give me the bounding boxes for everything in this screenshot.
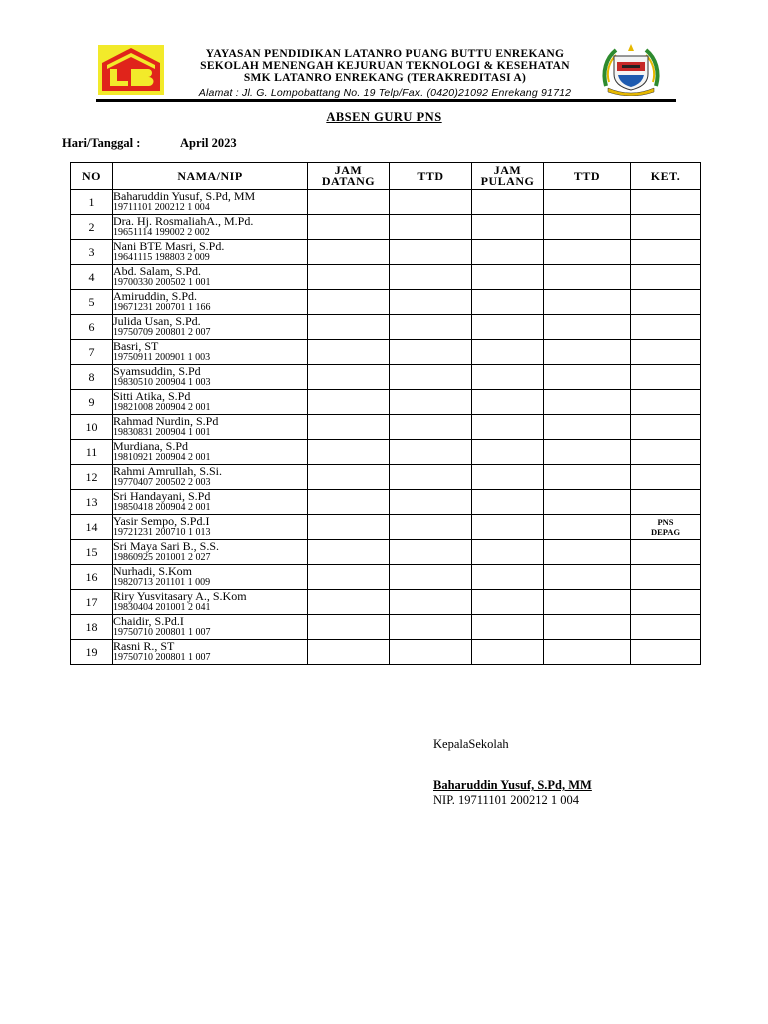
remarks-cell [631,265,701,290]
date-row [62,136,237,151]
arrival-time-cell[interactable] [308,490,390,515]
teacher-name: Rahmi Amrullah, S.Si. [113,464,223,478]
arrival-signature-cell[interactable] [390,615,472,640]
departure-time-cell[interactable] [472,540,544,565]
teacher-nip: 19750709 200801 2 007 [113,327,211,338]
arrival-signature-cell[interactable] [390,215,472,240]
remarks-cell [631,440,701,465]
arrival-time-cell[interactable] [308,640,390,665]
remarks-cell [631,240,701,265]
departure-signature-cell[interactable] [544,590,631,615]
remarks-cell [631,540,701,565]
row-number: 8 [71,365,113,390]
teacher-name: Rahmad Nurdin, S.Pd [113,414,219,428]
teacher-cell [113,190,308,215]
table-row [71,365,701,390]
departure-time-cell[interactable] [472,465,544,490]
school-name: SMK LATANRO ENREKANG (TERAKREDITASI A) [243,72,527,84]
departure-time-cell[interactable] [472,240,544,265]
row-number: 14 [71,515,113,540]
remarks-cell [631,365,701,390]
arrival-signature-cell[interactable] [390,315,472,340]
school-address: Alamat : Jl. G. Lompobattang No. 19 Telp/Fax. (0420)21092 Enrekang 91712 [198,87,572,99]
departure-signature-cell[interactable] [544,515,631,540]
departure-signature-cell[interactable] [544,565,631,590]
row-number: 4 [71,265,113,290]
arrival-signature-cell[interactable] [390,365,472,390]
teacher-nip: 19830404 201001 2 041 [113,602,211,613]
departure-signature-cell[interactable] [544,540,631,565]
teacher-cell [113,265,308,290]
row-number: 10 [71,415,113,440]
departure-time-cell[interactable] [472,440,544,465]
arrival-time-cell[interactable] [308,590,390,615]
arrival-signature-cell[interactable] [390,640,472,665]
arrival-signature-cell[interactable] [390,440,472,465]
table-row [71,265,701,290]
teacher-nip: 19711101 200212 1 004 [113,202,210,213]
school-type: SEKOLAH MENENGAH KEJURUAN TEKNOLOGI & KESEHATAN [200,60,570,72]
teacher-nip: 19700330 200502 1 001 [113,277,211,288]
departure-time-cell[interactable] [472,415,544,440]
arrival-time-cell[interactable] [308,515,390,540]
arrival-signature-cell[interactable] [390,565,472,590]
table-row [71,215,701,240]
row-number: 15 [71,540,113,565]
table-row [71,240,701,265]
departure-signature-cell[interactable] [544,290,631,315]
remarks-cell [631,465,701,490]
header-signature-in: TTD [390,163,472,190]
teacher-nip: 19671231 200701 1 166 [113,302,211,313]
table-header-row [71,163,701,190]
arrival-time-cell[interactable] [308,540,390,565]
row-number: 3 [71,240,113,265]
remarks-line1: PNS [657,517,674,527]
teacher-nip: 19821008 200904 2 001 [113,402,211,413]
remarks-cell [631,340,701,365]
departure-signature-cell[interactable] [544,240,631,265]
departure-signature-cell[interactable] [544,215,631,240]
arrival-signature-cell[interactable] [390,465,472,490]
remarks-cell [631,515,701,540]
arrival-signature-cell[interactable] [390,415,472,440]
table-row [71,615,701,640]
departure-time-cell[interactable] [472,215,544,240]
departure-signature-cell[interactable] [544,640,631,665]
arrival-time-cell[interactable] [308,415,390,440]
departure-signature-cell[interactable] [544,340,631,365]
date-label: Hari/Tanggal : [62,136,141,150]
teacher-name: Nani BTE Masri, S.Pd. [113,239,225,253]
teacher-name: Sri Maya Sari B., S.S. [113,539,220,553]
teacher-nip: 19860925 201001 2 027 [113,552,211,563]
teacher-cell [113,515,308,540]
header-arrival-time [308,163,390,190]
header-no: NO [71,163,113,190]
departure-signature-cell[interactable] [544,190,631,215]
row-number: 13 [71,490,113,515]
teacher-nip: 19651114 199002 2 002 [113,227,210,238]
table-row [71,415,701,440]
header-divider [96,99,676,102]
arrival-time-cell[interactable] [308,465,390,490]
teacher-cell [113,565,308,590]
arrival-signature-cell[interactable] [390,290,472,315]
departure-time-cell[interactable] [472,365,544,390]
remarks-cell [631,565,701,590]
teacher-nip: 19830831 200904 1 001 [113,427,211,438]
arrival-signature-cell[interactable] [390,240,472,265]
teacher-name: Yasir Sempo, S.Pd.I [113,514,210,528]
header-signature-out: TTD [544,163,631,190]
signature-title: KepalaSekolah [433,737,509,751]
row-number: 18 [71,615,113,640]
document-title: ABSEN GURU PNS [326,110,442,124]
arrival-signature-cell[interactable] [390,265,472,290]
foundation-name: YAYASAN PENDIDIKAN LATANRO PUANG BUTTU ENREKANG [205,48,565,60]
arrival-signature-cell[interactable] [390,340,472,365]
teacher-cell [113,290,308,315]
table-row [71,515,701,540]
arrival-signature-cell[interactable] [390,190,472,215]
teacher-cell [113,315,308,340]
row-number: 9 [71,390,113,415]
header-name: NAMA/NIP [113,163,308,190]
teacher-nip: 19820713 201101 1 009 [113,577,211,588]
header-departure-line1: JAM [493,163,522,177]
teacher-name: Rasni R., ST [113,639,175,653]
departure-time-cell[interactable] [472,565,544,590]
arrival-signature-cell[interactable] [390,490,472,515]
departure-signature-cell[interactable] [544,390,631,415]
remarks-cell [631,415,701,440]
arrival-time-cell[interactable] [308,615,390,640]
departure-signature-cell[interactable] [544,440,631,465]
row-number: 17 [71,590,113,615]
table-row [71,290,701,315]
teacher-cell [113,640,308,665]
teacher-nip: 19810921 200904 2 001 [113,452,211,463]
row-number: 19 [71,640,113,665]
teacher-name: Nurhadi, S.Kom [113,564,192,578]
departure-time-cell[interactable] [472,390,544,415]
teacher-name: Amiruddin, S.Pd. [113,289,198,303]
teacher-nip: 19750710 200801 1 007 [113,652,211,663]
departure-time-cell[interactable] [472,290,544,315]
arrival-time-cell[interactable] [308,215,390,240]
teacher-cell [113,540,308,565]
teacher-nip: 19641115 198803 2 009 [113,252,210,263]
teacher-cell [113,440,308,465]
teacher-name: Baharuddin Yusuf, S.Pd, MM [113,189,256,203]
teacher-name: Dra. Hj. RosmaliahA., M.Pd. [113,214,254,228]
departure-time-cell[interactable] [472,340,544,365]
table-row [71,590,701,615]
arrival-time-cell[interactable] [308,240,390,265]
teacher-name: Basri, ST [113,339,159,353]
departure-time-cell[interactable] [472,640,544,665]
departure-time-cell[interactable] [472,315,544,340]
remarks-cell [631,190,701,215]
arrival-time-cell[interactable] [308,440,390,465]
departure-time-cell[interactable] [472,615,544,640]
signature-nip: NIP. 19711101 200212 1 004 [433,793,579,807]
departure-signature-cell[interactable] [544,465,631,490]
remarks-cell [631,615,701,640]
arrival-signature-cell[interactable] [390,515,472,540]
teacher-cell [113,590,308,615]
teacher-cell [113,415,308,440]
table-row [71,390,701,415]
arrival-time-cell[interactable] [308,265,390,290]
departure-time-cell[interactable] [472,590,544,615]
teacher-name: Murdiana, S.Pd [113,439,188,453]
remarks-cell [631,290,701,315]
table-row [71,315,701,340]
arrival-time-cell[interactable] [308,290,390,315]
attendance-table [70,162,701,665]
table-row [71,540,701,565]
teacher-cell [113,215,308,240]
header-departure-time [472,163,544,190]
arrival-time-cell[interactable] [308,315,390,340]
remarks-cell [631,490,701,515]
row-number: 16 [71,565,113,590]
departure-time-cell[interactable] [472,265,544,290]
departure-signature-cell[interactable] [544,615,631,640]
teacher-cell [113,340,308,365]
row-number: 6 [71,315,113,340]
departure-signature-cell[interactable] [544,415,631,440]
departure-signature-cell[interactable] [544,265,631,290]
row-number: 1 [71,190,113,215]
header-arrival-line2: DATANG [321,174,376,188]
arrival-time-cell[interactable] [308,190,390,215]
departure-signature-cell[interactable] [544,490,631,515]
teacher-cell [113,365,308,390]
header-departure-line2: PULANG [480,174,535,188]
teacher-nip: 19850418 200904 2 001 [113,502,211,513]
departure-time-cell[interactable] [472,515,544,540]
teacher-nip: 19750911 200901 1 003 [113,352,211,363]
teacher-nip: 19721231 200710 1 013 [113,527,211,538]
remarks-line2: DEPAG [650,527,681,537]
row-number: 2 [71,215,113,240]
table-row [71,565,701,590]
teacher-name: Julida Usan, S.Pd. [113,314,201,328]
teacher-cell [113,490,308,515]
table-row [71,340,701,365]
teacher-nip: 19770407 200502 2 003 [113,477,211,488]
row-number: 5 [71,290,113,315]
teacher-name: Chaidir, S.Pd.I [113,614,184,628]
arrival-time-cell[interactable] [308,365,390,390]
remarks-cell [631,390,701,415]
row-number: 7 [71,340,113,365]
remarks-cell [631,640,701,665]
institution-header [170,48,600,100]
arrival-time-cell[interactable] [308,390,390,415]
departure-time-cell[interactable] [472,490,544,515]
teacher-cell [113,240,308,265]
teacher-cell [113,615,308,640]
teacher-name: Sitti Atika, S.Pd [113,389,191,403]
teacher-name: Abd. Salam, S.Pd. [113,264,202,278]
teacher-nip: 19750710 200801 1 007 [113,627,211,638]
arrival-time-cell[interactable] [308,565,390,590]
row-number: 11 [71,440,113,465]
row-number: 12 [71,465,113,490]
teacher-nip: 19830510 200904 1 003 [113,377,211,388]
teacher-name: Sri Handayani, S.Pd [113,489,211,503]
arrival-time-cell[interactable] [308,340,390,365]
table-row [71,640,701,665]
teacher-cell [113,390,308,415]
date-value: April 2023 [180,136,237,150]
departure-signature-cell[interactable] [544,365,631,390]
signature-name: Baharuddin Yusuf, S.Pd, MM [433,778,592,792]
table-row [71,490,701,515]
remarks-cell [631,590,701,615]
remarks-cell [631,215,701,240]
table-row [71,190,701,215]
departure-signature-cell[interactable] [544,315,631,340]
header-arrival-line1: JAM [334,163,363,177]
departure-time-cell[interactable] [472,190,544,215]
remarks-cell [631,315,701,340]
school-logo-icon [98,45,164,95]
header-remarks: KET. [631,163,701,190]
table-row [71,440,701,465]
arrival-signature-cell[interactable] [390,390,472,415]
teacher-cell [113,465,308,490]
table-row [71,465,701,490]
teacher-name: Syamsuddin, S.Pd [113,364,201,378]
arrival-signature-cell[interactable] [390,540,472,565]
teacher-name: Riry Yusvitasary A., S.Kom [113,589,247,603]
regional-emblem-icon [600,42,662,96]
arrival-signature-cell[interactable] [390,590,472,615]
